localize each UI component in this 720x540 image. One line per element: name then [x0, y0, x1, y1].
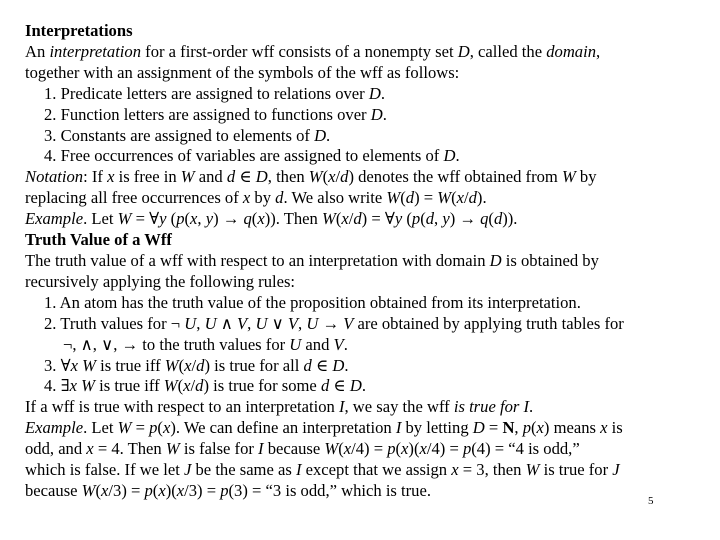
page-number: 5 [648, 495, 654, 507]
example-line-1 [25, 418, 690, 439]
text-run: 2. Function letters are assigned to functions over [44, 104, 371, 124]
example-line-2 [25, 439, 690, 460]
text-run: , [197, 209, 206, 229]
text-run: interpretation [49, 41, 142, 61]
text-run: , [596, 41, 601, 61]
text-run: ( [395, 439, 402, 459]
text-run: p [149, 418, 158, 438]
text-run: ∈ [329, 376, 350, 396]
example-line-4 [25, 481, 690, 502]
text-run: be the same as [191, 460, 296, 480]
example-line-3 [25, 460, 690, 481]
text-run: , [196, 313, 205, 333]
text-run: ( [531, 418, 537, 438]
text-run: /3) = [108, 480, 145, 500]
text-run: V [237, 313, 248, 333]
text-run: ( [451, 188, 457, 208]
text-run: /4) = [351, 439, 388, 459]
text-run: because [263, 439, 325, 459]
text-run: An [25, 41, 50, 61]
text-run: W [163, 376, 178, 396]
text-run: W [117, 418, 132, 438]
rule-1 [25, 293, 690, 314]
text-run: W [164, 355, 179, 375]
text-run: U [204, 313, 217, 333]
text-run: )). Then [264, 209, 322, 229]
text-run: D [255, 167, 268, 187]
text-run: ( [95, 480, 102, 500]
text-run: If a wff is true with respect to an interpretation [25, 397, 339, 417]
text-run: D [472, 418, 485, 438]
text-run: for a first-order wff consists of a nonempty set [141, 41, 458, 61]
text-run: by [575, 167, 597, 187]
text-run: by letting [401, 418, 473, 438]
text-run: is free in [114, 167, 181, 187]
text-run: , called the [469, 41, 547, 61]
text-run: is true for I [453, 397, 529, 417]
text-run: x [328, 167, 336, 187]
text-run: W [117, 209, 132, 229]
text-run: J [612, 460, 620, 480]
text-run: W [525, 460, 540, 480]
text-run: ∧ [216, 313, 237, 333]
text-run: together with an assignment of the symbols of the wff as follows: [25, 62, 460, 82]
text-run: ) = [414, 188, 438, 208]
true-for-definition [25, 397, 690, 418]
text-run: (3) = “3 is odd,” which is true. [228, 480, 431, 500]
text-run: , [298, 313, 307, 333]
text-run: N [502, 418, 515, 438]
text-run: D [457, 41, 470, 61]
text-run: D [489, 250, 502, 270]
text-run: and [194, 167, 227, 187]
text-run: x [162, 418, 171, 438]
text-run: p [220, 480, 229, 500]
definition-line-1 [25, 42, 690, 63]
truth-intro-line-2 [25, 272, 690, 293]
text-run: /3) = [184, 480, 221, 500]
text-run: The truth value of a wff with respect to an interpretation with domain [25, 250, 490, 270]
text-run: W [81, 480, 96, 500]
text-run: ∨ [267, 313, 288, 333]
text-run: domain [546, 41, 597, 61]
text-run: which is false. If we let [25, 460, 184, 480]
text-run: ( [488, 209, 494, 229]
text-run: p [462, 439, 472, 459]
text-run: W [386, 188, 401, 208]
text-run: p [387, 439, 396, 459]
text-run: I [395, 418, 402, 438]
text-run: ( [402, 209, 412, 229]
text-run: is obtained by [501, 250, 599, 270]
rule-2-line-1 [25, 314, 690, 335]
text-run: V [287, 313, 299, 333]
text-run: odd, and [25, 439, 87, 459]
text-run: d [226, 167, 236, 187]
text-run: 4. ∃ [44, 376, 70, 396]
text-run: V [343, 313, 354, 333]
text-run: d [275, 188, 284, 208]
text-run: x [451, 460, 459, 480]
text-run: x [600, 418, 608, 438]
text-run: by [250, 188, 276, 208]
text-run: 1. An atom has the truth value of the proposition obtained from its interpretation. [44, 292, 581, 312]
text-run: x [190, 209, 198, 229]
text-run: ) = ∀ [361, 209, 395, 229]
text-run: , [434, 209, 443, 229]
text-run: D [368, 83, 381, 103]
example-substitution [25, 209, 690, 230]
text-run: d [196, 355, 205, 375]
text-run: Notation [25, 167, 84, 187]
text-run: ) → [213, 209, 244, 229]
text-run: )( [165, 480, 177, 500]
text-run: 2. Truth values for ¬ [44, 313, 185, 333]
text-run: ). [476, 188, 487, 208]
text-run: Example [25, 209, 84, 229]
text-run: x [343, 439, 352, 459]
slide-content [25, 21, 690, 502]
text-run: x [107, 167, 115, 187]
text-run: x [257, 209, 265, 229]
truth-intro-line-1 [25, 251, 690, 272]
text-run: y [205, 209, 214, 229]
text-run: are obtained by applying truth tables for [353, 313, 624, 333]
text-run: , we say the wff [344, 397, 454, 417]
text-run: ( [400, 188, 406, 208]
text-run: U [306, 313, 319, 333]
text-run: is true iff [95, 355, 165, 375]
text-run: y [394, 209, 403, 229]
text-run: ( [184, 209, 191, 229]
text-run: )). [502, 209, 518, 229]
text-run: . [529, 397, 534, 417]
text-run: q [243, 209, 252, 229]
text-run: x [158, 480, 166, 500]
text-run: ( [420, 209, 426, 229]
assignment-item-1 [25, 84, 690, 105]
text-run: ) is true for some [203, 376, 321, 396]
text-run: y [442, 209, 450, 229]
text-run: d [303, 355, 312, 375]
text-run: d [425, 209, 435, 229]
text-run: , [247, 313, 256, 333]
text-run: 1. Predicate letters are assigned to relations over [44, 83, 369, 103]
text-run: d [195, 376, 204, 396]
text-run: J [183, 460, 192, 480]
text-run: recursively applying the following rules: [25, 271, 296, 291]
text-run: x [183, 376, 191, 396]
text-run: ) means [543, 418, 601, 438]
assignment-item-2 [25, 105, 690, 126]
text-run: = ∀ [131, 209, 160, 229]
text-run: ( [251, 209, 258, 229]
definition-line-2 [25, 63, 690, 84]
text-run: )( [408, 439, 420, 459]
text-run: D [370, 104, 383, 124]
text-run: d [405, 188, 415, 208]
text-run: p [411, 209, 421, 229]
text-run: 4. Free occurrences of variables are assigned to elements of [44, 146, 444, 166]
text-run: ( [335, 209, 342, 229]
rule-4 [25, 376, 690, 397]
text-run: ) → [449, 209, 481, 229]
text-run: V [333, 334, 344, 354]
text-run: D [443, 146, 456, 166]
text-run: d [353, 209, 362, 229]
text-run: x [456, 188, 464, 208]
text-run: → [318, 313, 344, 333]
text-run: is [607, 418, 623, 438]
text-run: and [301, 334, 334, 354]
text-run: d [493, 209, 503, 229]
text-run: . [344, 355, 349, 375]
text-run: / [335, 167, 341, 187]
text-run: I [338, 397, 345, 417]
text-run: except that we assign [301, 460, 452, 480]
text-run: (4) = “4 is odd,” [471, 439, 580, 459]
text-run: x [419, 439, 427, 459]
text-run: . [361, 376, 366, 396]
text-run: ( [152, 480, 159, 500]
text-run: ( [322, 167, 329, 187]
text-run: / [464, 188, 469, 208]
text-run: I [295, 460, 302, 480]
rule-2-line-2 [25, 335, 690, 356]
text-run: ∈ [235, 167, 256, 187]
text-run: : If [83, 167, 108, 187]
text-run: p [522, 418, 532, 438]
text-run: = 4. Then [93, 439, 166, 459]
text-run: x [86, 439, 94, 459]
text-run: ( [177, 376, 184, 396]
text-run: . [455, 146, 460, 166]
text-run: D [349, 376, 362, 396]
text-run: D [332, 355, 345, 375]
text-run: p [144, 480, 153, 500]
text-run: ) denotes the wff obtained from [348, 167, 562, 187]
text-run: ) is true for all [204, 355, 304, 375]
text-run: , [514, 418, 523, 438]
text-run: ( [157, 418, 163, 438]
text-run: Example [25, 418, 84, 438]
text-run: x [341, 209, 349, 229]
text-run: U [289, 334, 302, 354]
text-run: . [382, 104, 387, 124]
text-run: W [561, 167, 576, 187]
heading-interpretations: Interpretations [25, 21, 133, 40]
text-run: . [380, 83, 385, 103]
text-run: 3. ∀ [44, 355, 71, 375]
text-run: is true iff [94, 376, 164, 396]
text-run: ∈ [311, 355, 333, 375]
assignment-item-3 [25, 126, 690, 147]
assignment-item-4 [25, 146, 690, 167]
text-run: x [176, 480, 185, 500]
text-run: / [190, 376, 196, 396]
heading-truth-value: Truth Value of a Wff [25, 230, 172, 250]
text-run: replacing all free occurrences of [25, 188, 243, 208]
text-run: ( [338, 439, 344, 459]
text-run: /4) = [426, 439, 463, 459]
text-run: U [255, 313, 268, 333]
text-run: = [484, 418, 503, 438]
text-run: x W [69, 376, 95, 396]
text-run: p [176, 209, 185, 229]
text-run: x [401, 439, 409, 459]
text-run: q [480, 209, 489, 229]
text-run: . [343, 334, 348, 354]
text-run: W [437, 188, 452, 208]
text-run: . Let [83, 418, 118, 438]
text-run: d [320, 376, 330, 396]
text-run: 3. Constants are assigned to elements of [44, 125, 315, 145]
text-run: d [340, 167, 349, 187]
text-run: is false for [179, 439, 259, 459]
text-run: , then [267, 167, 309, 187]
text-run: . [326, 125, 331, 145]
text-run: I [258, 439, 264, 459]
text-run: = 3, then [458, 460, 526, 480]
text-run: W [324, 439, 339, 459]
text-run: W [180, 167, 195, 187]
text-run: x [536, 418, 544, 438]
text-run: d [468, 188, 477, 208]
text-run: W [165, 439, 180, 459]
text-run: = [131, 418, 150, 438]
text-run: . Let [83, 209, 118, 229]
text-run: D [314, 125, 327, 145]
text-run: ). We can define an interpretation [170, 418, 396, 438]
text-run: ( [178, 355, 185, 375]
text-run: y [159, 209, 167, 229]
rule-3 [25, 356, 690, 377]
text-run: / [191, 355, 197, 375]
text-run: x [101, 480, 109, 500]
text-run: ( [166, 209, 177, 229]
text-run: ¬, ∧, ∨, → to the truth values for [63, 334, 290, 354]
notation-line-1 [25, 167, 690, 188]
text-run: / [348, 209, 354, 229]
text-run: W [308, 167, 323, 187]
text-run: x [184, 355, 192, 375]
text-run: x W [70, 355, 96, 375]
text-run: because [25, 480, 82, 500]
text-run: W [321, 209, 336, 229]
text-run: x [242, 188, 251, 208]
notation-line-2 [25, 188, 690, 209]
text-run: . We also write [283, 188, 387, 208]
text-run: U [184, 313, 197, 333]
text-run: is true for [539, 460, 613, 480]
